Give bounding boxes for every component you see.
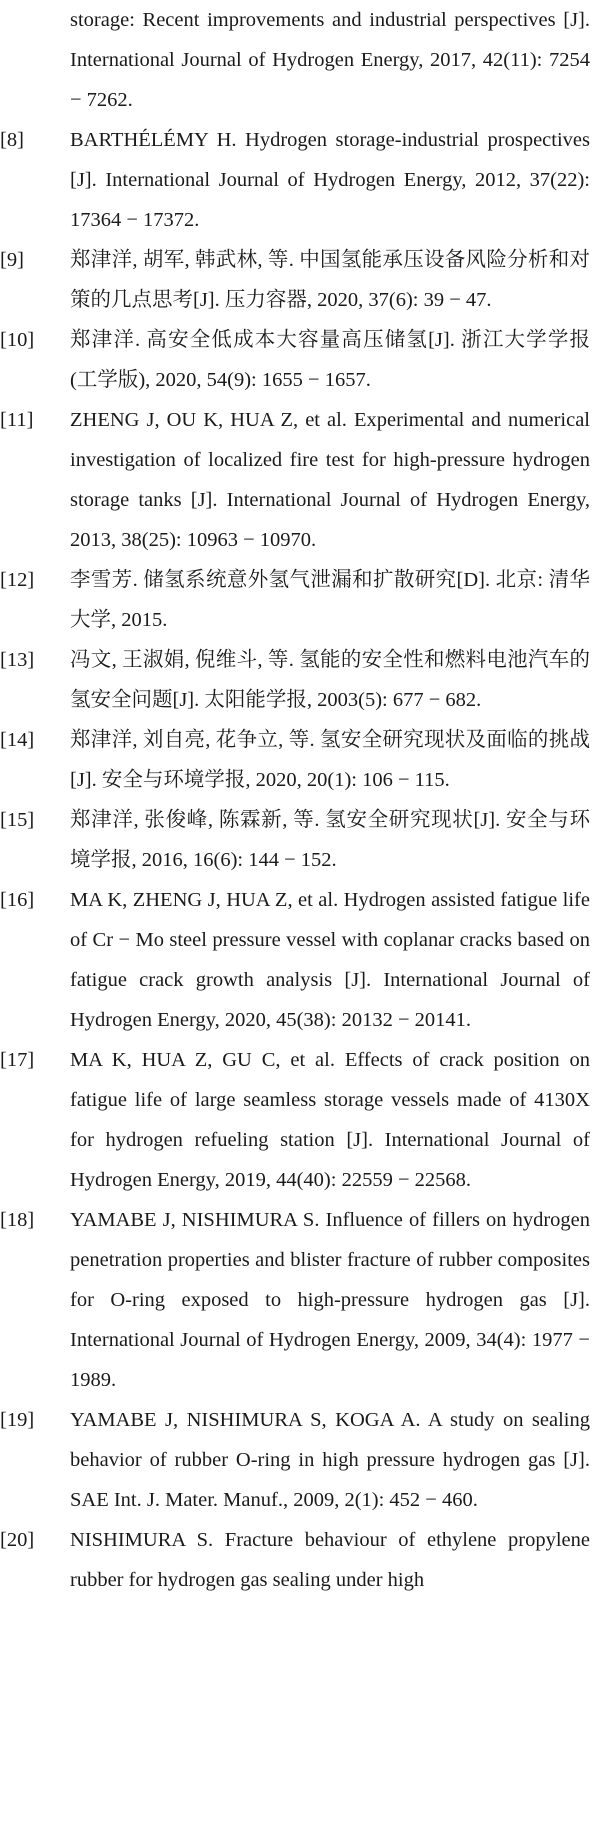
reference-number: [8] (0, 129, 24, 151)
reference-item (0, 880, 600, 1040)
reference-text: ZHENG J, OU K, HUA Z, et al. Experimental and numerical investigation of localized fire test for high-pressure hydrogen storage tanks [J]. International Journal of Hydrogen Energy, 2013, 38(25): 10963 − 10970. (70, 409, 590, 551)
reference-text: 冯文, 王淑娟, 倪维斗, 等. 氢能的安全性和燃料电池汽车的氢安全问题[J]. 太阳能学报, 2003(5): 677 − 682. (70, 649, 590, 711)
reference-text: 郑津洋, 张俊峰, 陈霖新, 等. 氢安全研究现状[J]. 安全与环境学报, 2016, 16(6): 144 − 152. (70, 809, 590, 871)
reference-number: [9] (0, 249, 24, 271)
reference-number: [19] (0, 1409, 35, 1431)
reference-text: 郑津洋, 刘自亮, 花争立, 等. 氢安全研究现状及面临的挑战[J]. 安全与环境学报, 2020, 20(1): 106 − 115. (70, 729, 590, 791)
reference-item (0, 560, 600, 640)
reference-text: MA K, HUA Z, GU C, et al. Effects of crack position on fatigue life of large seamless storage vessels made of 4130X for hydrogen refueling station [J]. International Journal of Hydrogen Energy, 2019, 44(40): 22559 − 22568. (70, 1049, 590, 1191)
reference-text: 郑津洋. 高安全低成本大容量高压储氢[J]. 浙江大学学报(工学版), 2020, 54(9): 1655 − 1657. (70, 329, 590, 391)
reference-number: [20] (0, 1529, 35, 1551)
reference-item (0, 720, 600, 800)
reference-text: MA K, ZHENG J, HUA Z, et al. Hydrogen assisted fatigue life of Cr − Mo steel pressure vessel with coplanar cracks based on fatigue crack growth analysis [J]. International Journal of Hydrogen Energy, 2020, 45(38): 20132 − 20141. (70, 889, 590, 1031)
reference-item (0, 1040, 600, 1200)
reference-text: BARTHÉLÉMY H. Hydrogen storage-industrial prospectives [J]. International Journal of Hydrogen Energy, 2012, 37(22): 17364 − 17372. (70, 129, 590, 231)
reference-item (0, 0, 600, 120)
reference-item (0, 400, 600, 560)
reference-item (0, 1400, 600, 1520)
reference-number: [17] (0, 1049, 35, 1071)
reference-item (0, 1200, 600, 1400)
reference-text: storage: Recent improvements and industrial perspectives [J]. International Journal of Hydrogen Energy, 2017, 42(11): 7254 − 7262. (70, 9, 590, 111)
reference-item (0, 120, 600, 240)
reference-number: [10] (0, 329, 35, 351)
reference-number: [12] (0, 569, 35, 591)
reference-number: [11] (0, 409, 34, 431)
reference-item (0, 240, 600, 320)
reference-item (0, 320, 600, 400)
reference-number: [18] (0, 1209, 35, 1231)
reference-text: NISHIMURA S. Fracture behaviour of ethylene propylene rubber for hydrogen gas sealing under high (70, 1529, 590, 1591)
reference-item (0, 640, 600, 720)
reference-text: YAMABE J, NISHIMURA S. Influence of fillers on hydrogen penetration properties and blister fracture of rubber composites for O-ring exposed to high-pressure hydrogen gas [J]. International Journal of Hydrogen Energy, 2009, 34(4): 1977 − 1989. (70, 1209, 590, 1391)
reference-number: [14] (0, 729, 35, 751)
reference-number: [15] (0, 809, 35, 831)
reference-text: 郑津洋, 胡军, 韩武林, 等. 中国氢能承压设备风险分析和对策的几点思考[J]. 压力容器, 2020, 37(6): 39 − 47. (70, 249, 590, 311)
reference-item (0, 800, 600, 880)
reference-text: 李雪芳. 储氢系统意外氢气泄漏和扩散研究[D]. 北京: 清华大学, 2015. (70, 569, 590, 631)
reference-text: YAMABE J, NISHIMURA S, KOGA A. A study on sealing behavior of rubber O-ring in high pressure hydrogen gas [J]. SAE Int. J. Mater. Manuf., 2009, 2(1): 452 − 460. (70, 1409, 590, 1511)
reference-number: [13] (0, 649, 35, 671)
reference-number: [16] (0, 889, 35, 911)
reference-item (0, 1520, 600, 1600)
